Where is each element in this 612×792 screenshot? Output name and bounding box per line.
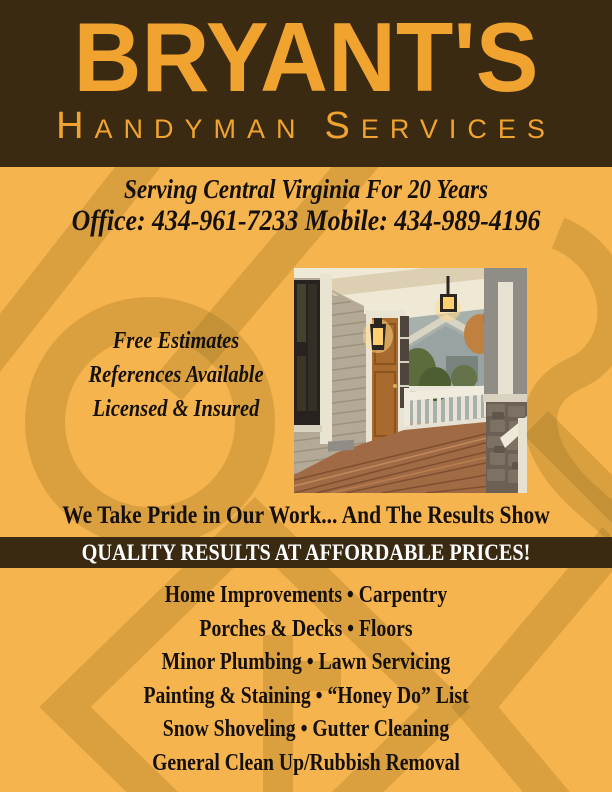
brand-name: BRYANT'S <box>73 2 539 112</box>
highlight-item: References Available <box>88 362 264 388</box>
pride-line: We Take Pride in Our Work... And The Results Show <box>62 502 550 529</box>
subtitle-word: ANDYMAN <box>94 114 307 144</box>
service-line: Painting & Staining • “Honey Do” List <box>143 682 469 709</box>
subtitle-word: ERVICES <box>360 114 556 144</box>
mobile-number: 434-989-4196 <box>394 204 541 237</box>
highlight-item: Licensed & Insured <box>92 396 260 422</box>
highlight-item: Free Estimates <box>112 328 240 354</box>
service-line: Porches & Decks • Floors <box>199 615 413 642</box>
door-mat <box>328 440 354 452</box>
mobile-label: Mobile: <box>304 204 388 237</box>
header <box>0 0 612 167</box>
photo <box>294 268 527 493</box>
phone-line <box>43 204 569 238</box>
subtitle-initial: S <box>324 105 361 147</box>
service-line: Minor Plumbing • Lawn Servicing <box>161 649 451 675</box>
tagline: Serving Central Virginia For 20 Years <box>123 174 489 204</box>
service-line: General Clean Up/Rubbish Removal <box>152 749 460 776</box>
service-line: Snow Shoveling • Gutter Cleaning <box>162 716 450 742</box>
quality-banner <box>0 537 612 568</box>
quality-banner-text: QUALITY RESULTS AT AFFORDABLE PRICES! <box>81 540 531 565</box>
porch-photo <box>294 268 527 493</box>
subtitle-initial: H <box>56 105 95 147</box>
highlights-list <box>53 324 300 426</box>
office-label: Office: <box>71 204 146 237</box>
services-list <box>55 579 557 780</box>
cord-watermark <box>540 233 612 527</box>
service-line: Home Improvements • Carpentry <box>164 582 448 608</box>
brand-subtitle <box>0 106 612 149</box>
office-number: 434-961-7233 <box>152 204 299 237</box>
